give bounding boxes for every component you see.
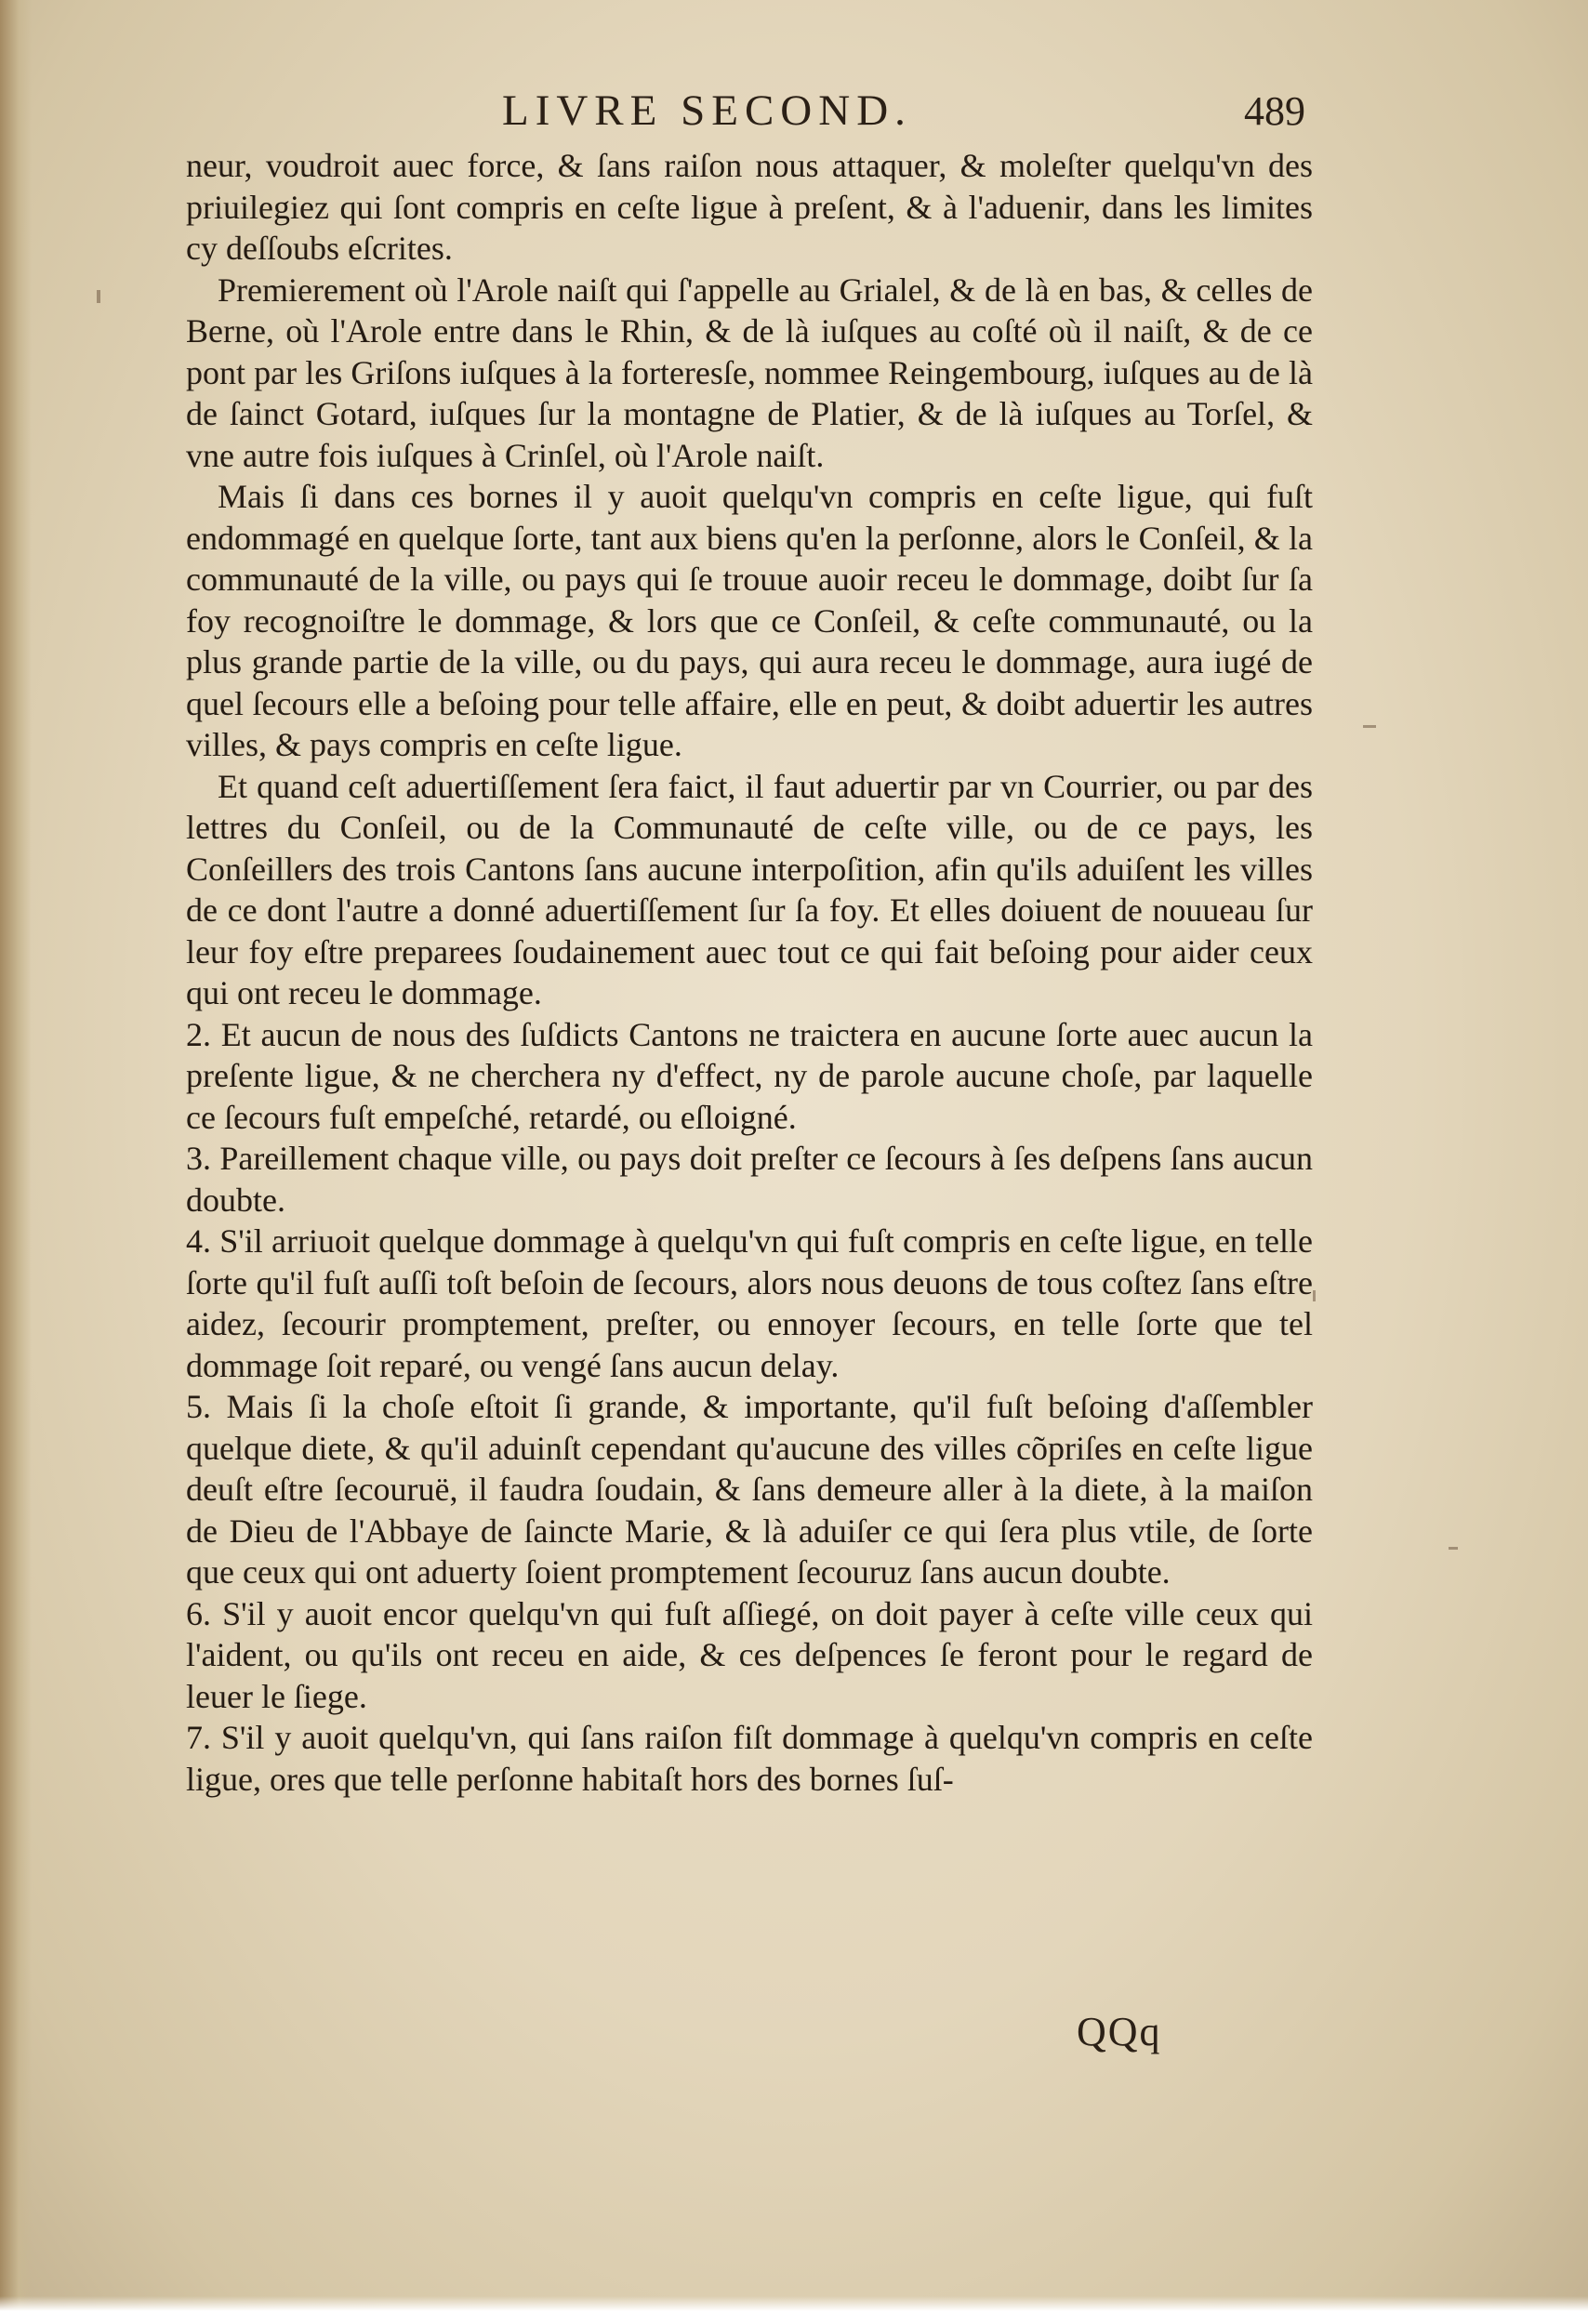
page-header: [0, 82, 1588, 147]
paragraph: Premierement où l'Arole naiſt qui ſ'appelle au Grialel, & de là en bas, & celles de Berne, où l'Arole entre dans le Rhin, & de là iuſques au coſté où il naiſt, & de ce pont par les Griſons iuſques à la forteresſe, nommee Reingembourg, iuſques au de là de ſainct Gotard, iuſques ſur la montagne de Platier, & de là iuſques au Torſel, & vne autre fois iuſques à Crinſel, où l'Arole naiſt.: [186, 271, 1313, 474]
margin-mark: [1449, 1547, 1458, 1550]
signature-mark: QQq: [1077, 2009, 1162, 2054]
numbered-paragraph: 6. S'il y auoit encor quelqu'vn qui fuſt aſſiegé, on doit payer à ceſte ville ceux qui l'aident, ou qu'ils ont receu en aide, & ces deſpences ſe feront pour le regard de leuer le ſiege.: [186, 1594, 1313, 1715]
paragraph: Et quand ceſt aduertiſſement ſera faict, il faut aduertir par vn Courrier, ou par des lettres du Conſeil, ou de la Communauté de ceſte ville, ou de ce pays, les Conſeillers des trois Cantons ſans aucune interpoſition, afin qu'ils aduiſent les villes de ce dont l'autre a donné aduertiſſement ſur ſa foy. Et elles doiuent de nouueau ſur leur foy eſtre preparees ſoudainement auec tout ce qui fait beſoing pour aider ceux qui ont receu le dommage.: [186, 767, 1313, 1011]
paragraph-continued: neur, voudroit auec force, & ſans raiſon nous attaquer, & moleſter quelqu'vn des priuilegiez qui ſont compris en ceſte ligue à preſent, & à l'aduenir, dans les limites cy deſſoubs eſcrites.: [186, 147, 1313, 267]
numbered-paragraph: 2. Et aucun de nous des ſuſdicts Cantons ne traictera en aucune ſorte auec aucun la preſente ligue, & ne cherchera ny d'effect, ny de parole aucune choſe, par laquelle ce ſecours fuſt empeſché, retardé, ou eſloigné.: [186, 1015, 1313, 1136]
page-left-edge: [0, 0, 32, 2324]
page-bottom-edge: [0, 2296, 1588, 2324]
numbered-paragraph: 3. Pareillement chaque ville, ou pays doit preſter ce ſecours à ſes deſpens ſans aucun doubte.: [186, 1140, 1313, 1219]
page-number: 489: [1244, 88, 1305, 134]
paragraph: Mais ſi dans ces bornes il y auoit quelqu'vn compris en ceſte ligue, qui fuſt endommagé en quelque ſorte, tant aux biens qu'en la perſonne, alors le Conſeil, & la communauté de la ville, ou pays qui ſe trouue auoir receu le dommage, doibt ſur ſa foy recognoiſtre le dommage, & lors que ce Conſeil, & ceſte communauté, ou la plus grande partie de la ville, ou du pays, qui aura receu le dommage, aura iugé de quel ſecours elle a beſoing pour telle affaire, elle en peut, & doibt aduertir les autres villes, & pays compris en ceſte ligue.: [186, 478, 1313, 763]
numbered-paragraph: 4. S'il arriuoit quelque dommage à quelqu'vn qui fuſt compris en ceſte ligue, en telle ſorte qu'il fuſt auſſi toſt beſoin de ſecours, alors nous deuons de tous coſtez ſans eſtre aidez, ſecourir promptement, preſter, ou ennoyer ſecours, en telle ſorte que tel dommage ſoit reparé, ou vengé ſans aucun delay.: [186, 1222, 1313, 1384]
margin-mark: [97, 290, 100, 303]
numbered-paragraph: 5. Mais ſi la choſe eſtoit ſi grande, & importante, qu'il fuſt beſoing d'aſſembler quelque diete, & qu'il aduinſt cependant qu'aucune des villes cõpriſes en ceſte ligue deuſt eſtre ſecouruë, il faudra ſoudain, & ſans demeure aller à la diete, à la maiſon de Dieu de l'Abbaye de ſaincte Marie, & là aduiſer ce qui ſera plus vtile, de ſorte que ceux qui ont aduerty ſoient promptement ſecouruz ſans aucun doubte.: [186, 1388, 1313, 1591]
margin-mark: [1363, 725, 1376, 728]
body-text: [186, 145, 1313, 1800]
margin-mark: [1313, 1290, 1316, 1301]
running-head: LIVRE SECOND.: [502, 86, 912, 135]
numbered-paragraph: 7. S'il y auoit quelqu'vn, qui ſans raiſon fiſt dommage à quelqu'vn compris en ceſte ligue, ores que telle perſonne habitaſt hors des bornes ſuſ-: [186, 1719, 1313, 1798]
